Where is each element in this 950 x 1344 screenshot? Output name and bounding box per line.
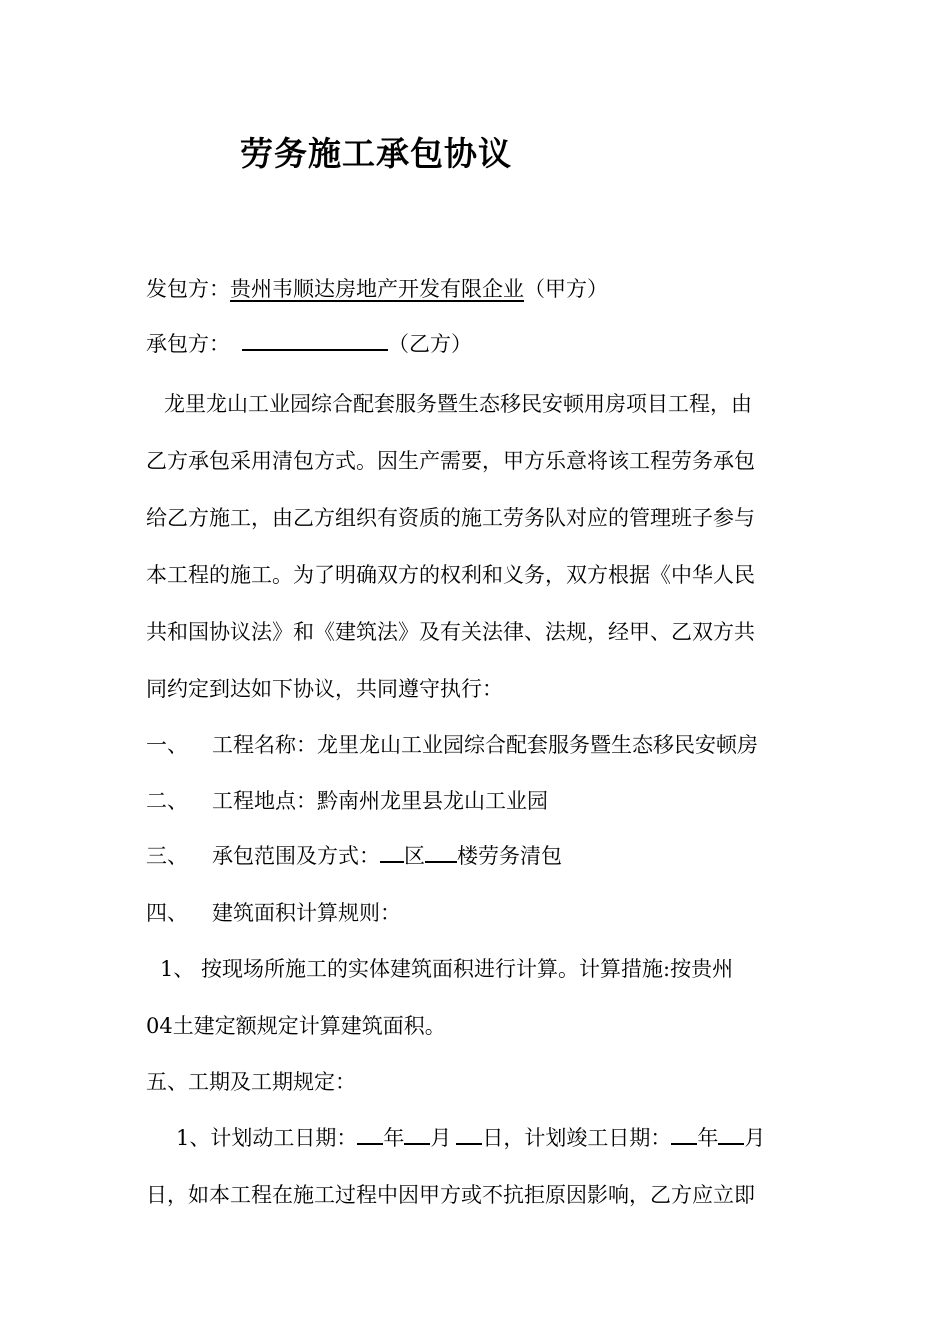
end-month-unit: 月 [744,1126,766,1150]
intro-line-2: 乙方承包采用清包方式。因生产需要，甲方乐意将该工程劳务承包 [146,449,755,473]
intro-line-5: 共和国协议法》和《建筑法》及有关法律、法规，经甲、乙双方共 [146,620,755,644]
start-month-blank [404,1123,430,1145]
item-three-tail: 楼劳务清包 [457,844,562,868]
rule-1-line-1: 1、 按现场所施工的实体建筑面积进行计算。计算措施:按贵州 [160,957,734,981]
start-day-blank [456,1123,482,1145]
party-b-label: 承包方： [146,332,230,356]
party-b-line [146,329,472,359]
schedule-line-1 [176,1123,765,1153]
intro-line-6: 同约定到达如下协议，共同遵守执行： [146,677,503,701]
item-two [146,786,548,816]
section-5-heading: 五、工期及工期规定： [146,1070,356,1094]
party-b-suffix: （乙方） [388,332,472,356]
item-four [146,898,401,928]
party-a-line [146,274,608,304]
item-two-number: 二、 [146,789,188,813]
item-three-number: 三、 [146,844,188,868]
building-blank [425,841,457,863]
item-one-text: 工程名称：龙里龙山工业园综合配套服务暨生态移民安顿房 [212,733,758,757]
item-one [146,730,758,760]
end-year-unit: 年 [697,1126,719,1150]
intro-line-4: 本工程的施工。为了明确双方的权利和义务，双方根据《中华人民 [146,563,755,587]
party-a-label: 发包方： [146,277,230,301]
item-three-qu: 区 [404,844,425,868]
item-four-number: 四、 [146,901,188,925]
district-blank [380,841,404,863]
end-year-blank [671,1123,697,1145]
item-two-text: 工程地点：黔南州龙里县龙山工业园 [212,789,548,813]
intro-line-1: 龙里龙山工业园综合配套服务暨生态移民安顿用房项目工程，由 [164,392,752,416]
start-year-blank [357,1123,383,1145]
start-date-label: 1、计划动工日期： [176,1126,358,1150]
rule-1-line-2: 04土建定额规定计算建筑面积。 [146,1014,446,1038]
party-a-suffix: （甲方） [524,277,608,301]
party-a-name: 贵州韦顺达房地产开发有限企业 [230,277,524,301]
intro-line-3: 给乙方施工，由乙方组织有资质的施工劳务队对应的管理班子参与 [146,506,755,530]
start-day-unit: 日 [482,1126,504,1150]
item-three-label: 承包范围及方式： [212,844,380,868]
party-b-blank [242,329,388,351]
end-month-blank [718,1123,744,1145]
schedule-line-2: 日，如本工程在施工过程中因甲方或不抗拒原因影响，乙方应立即 [146,1183,755,1207]
item-three [146,841,562,871]
item-one-number: 一、 [146,733,188,757]
start-month-unit: 月 [430,1126,452,1150]
end-date-label: ，计划竣工日期： [503,1126,672,1150]
start-year-unit: 年 [383,1126,405,1150]
item-four-text: 建筑面积计算规则： [212,901,401,925]
document-title: 劳务施工承包协议 [240,134,512,173]
